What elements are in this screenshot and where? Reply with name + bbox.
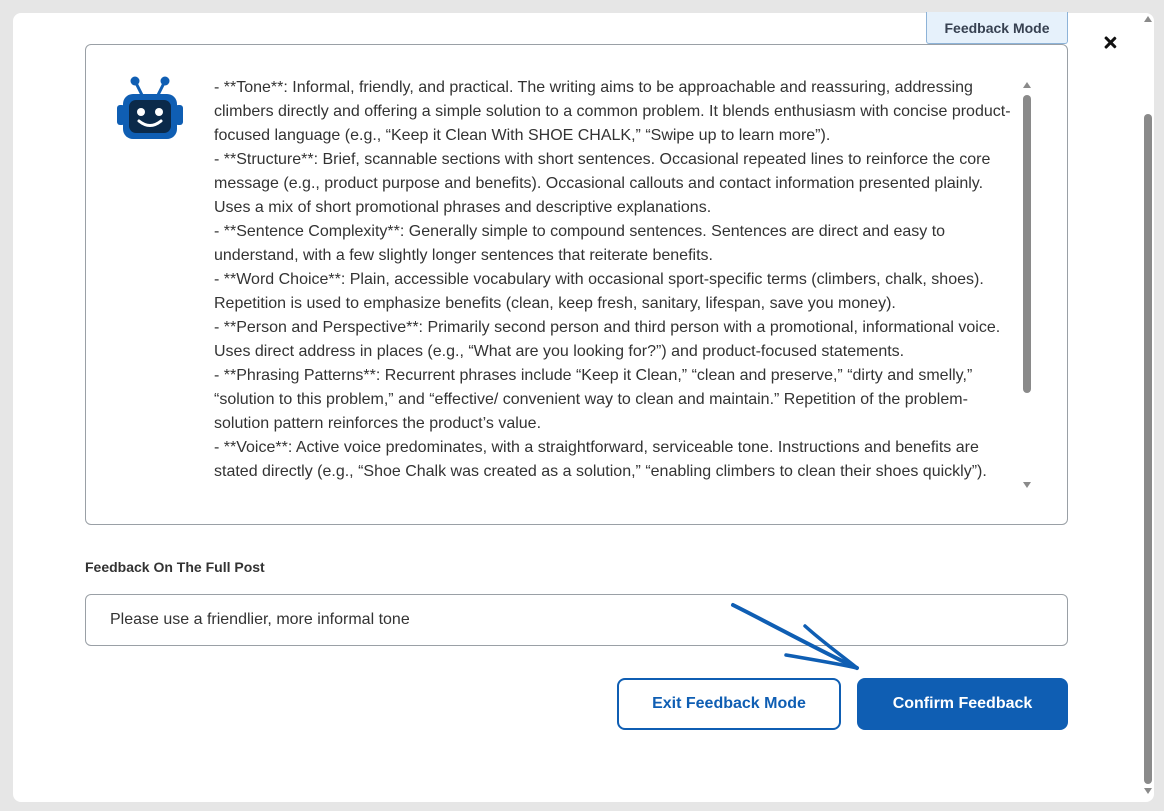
close-icon[interactable] — [1098, 31, 1122, 55]
scroll-down-arrow-icon[interactable] — [1144, 788, 1152, 794]
scrollbar-thumb[interactable] — [1144, 114, 1152, 784]
confirm-feedback-button[interactable]: Confirm Feedback — [857, 678, 1068, 730]
robot-icon — [115, 75, 185, 145]
content-scrollbar-thumb[interactable] — [1023, 95, 1031, 393]
page-scrollbar[interactable] — [1141, 14, 1155, 794]
post-paragraph: - **Voice**: Active voice predominates, with a straightforward, serviceable tone. Instructions and benefits are stated directly (e.g., “Shoe Chalk was created as a solution,” “enabling climbers to clean their shoes quickly”). — [214, 439, 987, 480]
post-paragraph: - **Sentence Complexity**: Generally simple to compound sentences. Sentences are direct and easy to understand, with a few slightly longer sentences that reiterate benefits. — [214, 223, 946, 264]
feedback-mode-badge: Feedback Mode — [926, 12, 1068, 44]
exit-feedback-mode-button[interactable]: Exit Feedback Mode — [617, 678, 841, 730]
scroll-up-arrow-icon[interactable] — [1023, 82, 1031, 88]
content-scrollbar[interactable] — [1019, 80, 1035, 490]
scroll-down-arrow-icon[interactable] — [1023, 482, 1031, 488]
post-paragraph: - **Structure**: Brief, scannable sections with short sentences. Occasional repeated lines to reinforce the core message (e.g., product purpose and benefits). Occasional callouts and contact information presented plainly. Uses a mix of short promotional phrases and descriptive explanations. — [214, 151, 991, 216]
feedback-input[interactable] — [85, 594, 1068, 646]
post-paragraph: - **Word Choice**: Plain, accessible vocabulary with occasional sport-specific terms (climbers, chalk, shoes). Repetition is used to emphasize benefits (clean, keep fresh, sanitary, lifespan, save you money). — [214, 271, 984, 312]
post-style-text — [214, 76, 1020, 490]
post-paragraph: - **Person and Perspective**: Primarily second person and third person with a promotional, informational voice. Uses direct address in places (e.g., “What are you looking for?”) and product-focused statements. — [214, 319, 1001, 360]
scroll-up-arrow-icon[interactable] — [1144, 16, 1152, 22]
feedback-field-label: Feedback On The Full Post — [85, 559, 265, 575]
arrow-annotation-icon — [720, 596, 870, 676]
post-paragraph: - **Tone**: Informal, friendly, and practical. The writing aims to be approachable and reassuring, addressing climbers directly and offering a simple solution to a common problem. It blends enthusiasm with concise product-focused language (e.g., “Keep it Clean With SHOE CHALK,” “Swipe up to learn more”). — [214, 79, 1011, 144]
post-paragraph: - **Phrasing Patterns**: Recurrent phrases include “Keep it Clean,” “clean and preserve,” “dirty and smelly,” “solution to this problem,” and “effective/ convenient way to clean and maintain.” Repetition of the problem-solution pattern reinforces the product’s value. — [214, 367, 973, 432]
